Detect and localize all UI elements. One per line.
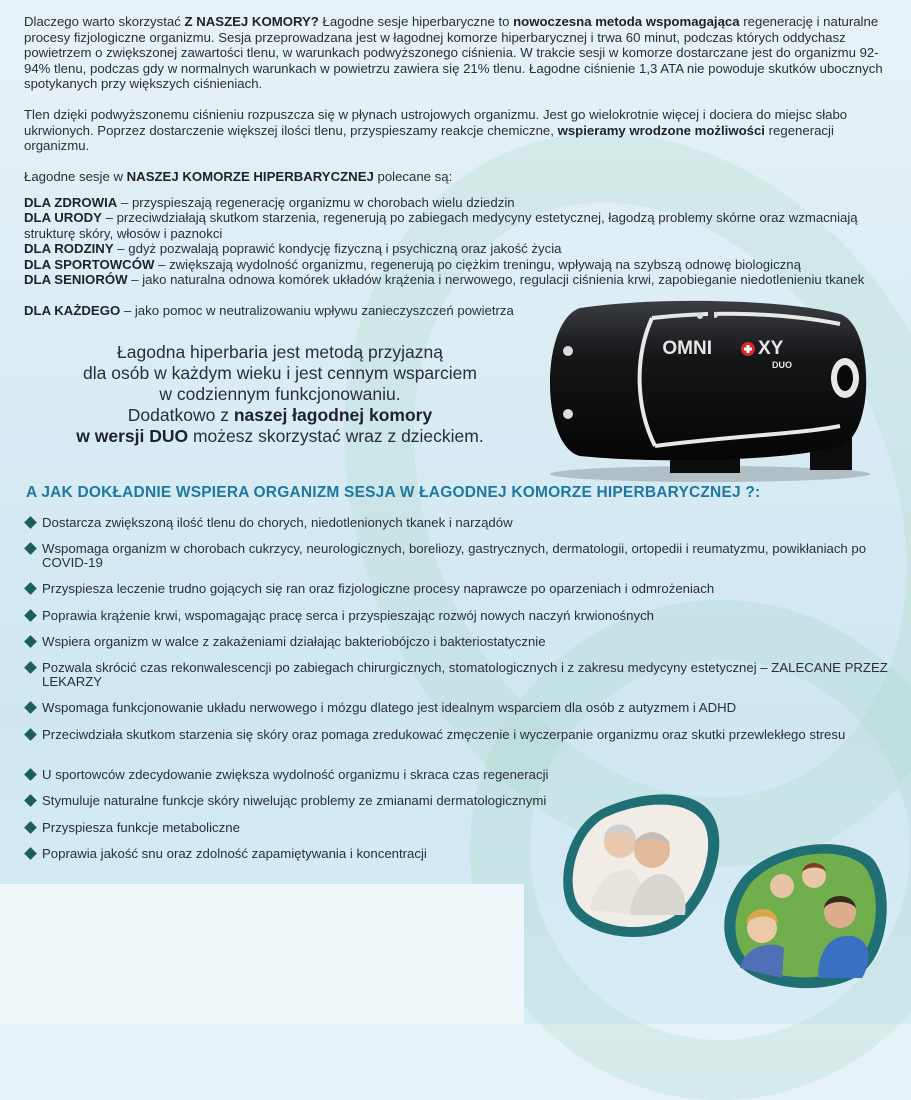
diamond-bullet-icon: [24, 582, 37, 595]
benefits-heading: A JAK DOKŁADNIE WSPIERA ORGANIZM SESJA W ŁAGODNEJ KOMORZE HIPERBARYCZNEJ ?:: [26, 484, 761, 501]
callout-line: Dodatkowo z naszej łagodnej komory: [127, 405, 433, 425]
list-item: U sportowców zdecydowanie zwiększa wydolność organizmu i skraca czas regeneracji: [26, 768, 902, 782]
chamber-brand-part1: OMNI: [662, 338, 712, 359]
callout-line: w codziennym funkcjonowaniu.: [159, 384, 401, 404]
list-item: Przyspiesza funkcje metaboliczne: [26, 821, 902, 835]
list-item: Pozwala skrócić czas rekonwalescencji po zabiegach chirurgicznych, stomatologicznych i z zakresu medycyny estetycznej – ZALECANE PRZEZ LEKARZY: [26, 661, 902, 688]
list-item: Przeciwdziała skutkom starzenia się skóry oraz pomaga zredukować zmęczenie i wyczerpanie organizmu oraz skutki przewlekłego stresu: [26, 728, 902, 742]
diamond-bullet-icon: [24, 794, 37, 807]
diamond-bullet-icon: [24, 821, 37, 834]
seniors-photo: [560, 790, 725, 940]
blank-panel: [0, 884, 524, 1024]
recommended-item: DLA RODZINY – gdyż pozwalają poprawić kondycję fizyczną i psychiczną oraz jakość życia: [24, 241, 562, 256]
list-item: Dostarcza zwiększoną ilość tlenu do chorych, niedotlenionych tkanek i narządów: [26, 516, 902, 530]
recommended-item: DLA SENIORÓW – jako naturalna odnowa komórek układów krążenia i nerwowego, regulacji ciśnienia krwi, zapobieganie niedotlenieniu tkanek: [24, 272, 865, 287]
diamond-bullet-icon: [24, 635, 37, 648]
diamond-bullet-icon: [24, 701, 37, 714]
chamber-brand-part2: XY: [758, 338, 784, 359]
diamond-bullet-icon: [24, 609, 37, 622]
list-item: Wspomaga organizm w chorobach cukrzycy, neurologicznych, boreliozy, gastrycznych, dermatologii, ortopedii i reumatyzmu, powikłaniach po COVID-19: [26, 542, 902, 569]
callout-line: Łagodna hiperbaria jest metodą przyjazną: [117, 342, 443, 362]
recommended-item: DLA SPORTOWCÓW – zwiększają wydolność organizmu, regenerują po ciężkim treningu, wpływają na szybszą odnowę biologiczną: [24, 257, 801, 272]
recommended-item: DLA ZDROWIA – przyspieszają regenerację organizmu w chorobach wielu dziedzin: [24, 195, 515, 210]
chamber-graphic: [540, 296, 880, 486]
list-item: Przyspiesza leczenie trudno gojących się ran oraz fizjologiczne procesy naprawcze po oparzeniach i odmrożeniach: [26, 582, 902, 596]
callout-text: [40, 342, 520, 447]
callout-line: dla osób w każdym wieku i jest cennym wsparciem: [83, 363, 477, 383]
recommended-item: DLA URODY – przeciwdziałają skutkom starzenia, regenerują po zabiegach medycyny estetycznej, łagodzą problemy skórne oraz wzmacniają strukturę skóry, włosów i paznokci: [24, 210, 858, 241]
callout-line: w wersji DUO możesz skorzystać wraz z dzieckiem.: [76, 426, 484, 446]
family-photo: [722, 838, 890, 990]
hyperbaric-chamber-image: [540, 296, 880, 486]
list-item: Poprawia krążenie krwi, wspomagając pracę serca i przyspieszając rozwój nowych naczyń krwionośnych: [26, 609, 902, 623]
list-item: Poprawia jakość snu oraz zdolność zapamiętywania i koncentracji: [26, 847, 902, 861]
intro-paragraph: Dlaczego warto skorzystać Z NASZEJ KOMORY? Łagodne sesje hiperbaryczne to nowoczesna metoda wspomagająca regenerację i naturalne procesy fizjologiczne organizmu. Sesja przeprowadzana jest w łagodnej komorze hiperbarycznej i trwa 60 minut, podczas których oddychasz powietrzem o zwiększonej zawartości tlenu, w warunkach podwyższonego ciśnienia. W trakcie sesji w komorze dostarczane jest do organizmu 92-94% tlenu, podczas gdy w normalnych warunkach w powietrzu zawiera się 21% tlenu. Łagodne ciśnienie 1,3 ATA nie powoduje skutków ubocznych spotykanych przy większych ciśnieniach.: [24, 14, 883, 91]
list-item: Wspiera organizm w walce z zakażeniami działając bakteriobójczo i bakteriostatycznie: [26, 635, 902, 649]
list-item: Stymuluje naturalne funkcje skóry niwelując problemy ze zmianami dermatologicznymi: [26, 794, 902, 808]
recommended-intro: Łagodne sesje w NASZEJ KOMORZE HIPERBARYCZNEJ polecane są:: [24, 169, 453, 184]
diamond-bullet-icon: [24, 768, 37, 781]
chamber-model-label: DUO: [772, 360, 792, 370]
diamond-bullet-icon: [24, 516, 37, 529]
diamond-bullet-icon: [24, 728, 37, 741]
recommended-item: DLA KAŻDEGO – jako pomoc w neutralizowaniu wpływu zanieczyszczeń powietrza: [24, 303, 514, 318]
diamond-bullet-icon: [24, 847, 37, 860]
diamond-bullet-icon: [24, 661, 37, 674]
list-item: Wspomaga funkcjonowanie układu nerwowego i mózgu dlatego jest idealnym wsparciem dla osób z autyzmem i ADHD: [26, 701, 902, 715]
oxygen-paragraph: Tlen dzięki podwyższonemu ciśnieniu rozpuszcza się w płynach ustrojowych organizmu. Jest go wielokrotnie więcej i dociera do miejsc słabo ukrwionych. Poprzez dostarczenie większej ilości tlenu, przyspieszamy reakcje chemiczne, wspieramy wrodzone możliwości regeneracji organizmu.: [24, 107, 848, 153]
diamond-bullet-icon: [24, 542, 37, 555]
